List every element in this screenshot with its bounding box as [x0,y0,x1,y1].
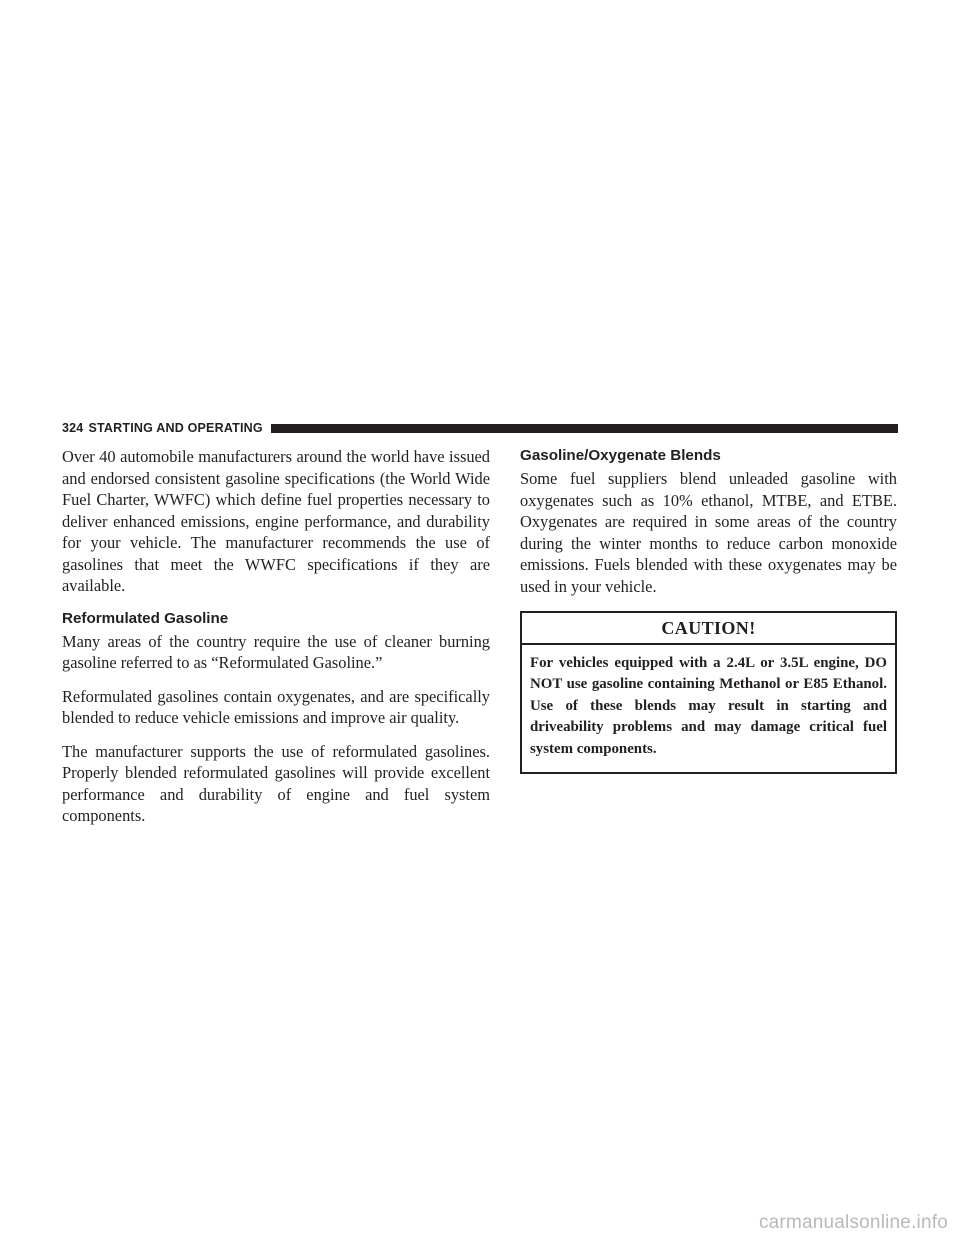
reformulated-paragraph-1: Many areas of the country require the use of cleaner burning gasoline referred to as “Reformulated Gasoline.” [62,631,490,672]
intro-paragraph: Over 40 automobile manufacturers around the world have issued and endorsed consistent gasoline specifications (the World Wide Fuel Charter, WWFC) which define fuel properties necessary to deliver enhanced emissions, engine performance, and durability for your vehicle. The manufacturer recommends the use of gasolines that meet the WWFC specifications if they are available. [62,447,490,595]
oxygenate-blends-heading: Gasoline/Oxygenate Blends [520,447,721,464]
reformulated-paragraph-2: Reformulated gasolines contain oxygenates, and are specifically blended to reduce vehicle emissions and improve air quality. [62,686,490,727]
right-column [520,446,897,774]
site-watermark: carmanualsonline.info [758,1212,948,1233]
reformulated-paragraph-3: The manufacturer supports the use of reformulated gasolines. Properly blended reformulated gasolines will provide excellent performance and durability of engine and fuel system components. [62,741,490,825]
page-header [62,420,898,436]
caution-text: For vehicles equipped with a 2.4L or 3.5L engine, DO NOT use gasoline containing Methanol or E85 Ethanol. Use of these blends may result in starting and driveability problems and may damage critical fuel system components. [530,655,887,757]
header-rule [271,424,898,433]
section-title: STARTING AND OPERATING [88,421,263,435]
oxygenate-blends-paragraph: Some fuel suppliers blend unleaded gasoline with oxygenates such as 10% ethanol, MTBE, and ETBE. Oxygenates are required in some areas of the country during the winter months to reduce carbon monoxide emissions. Fuels blended with these oxygenates may be used in your vehicle. [520,469,897,596]
caution-title: CAUTION! [522,613,895,645]
caution-box [520,611,897,774]
left-column [62,446,490,837]
page-number: 324 [62,421,84,435]
reformulated-gasoline-heading: Reformulated Gasoline [62,609,229,627]
